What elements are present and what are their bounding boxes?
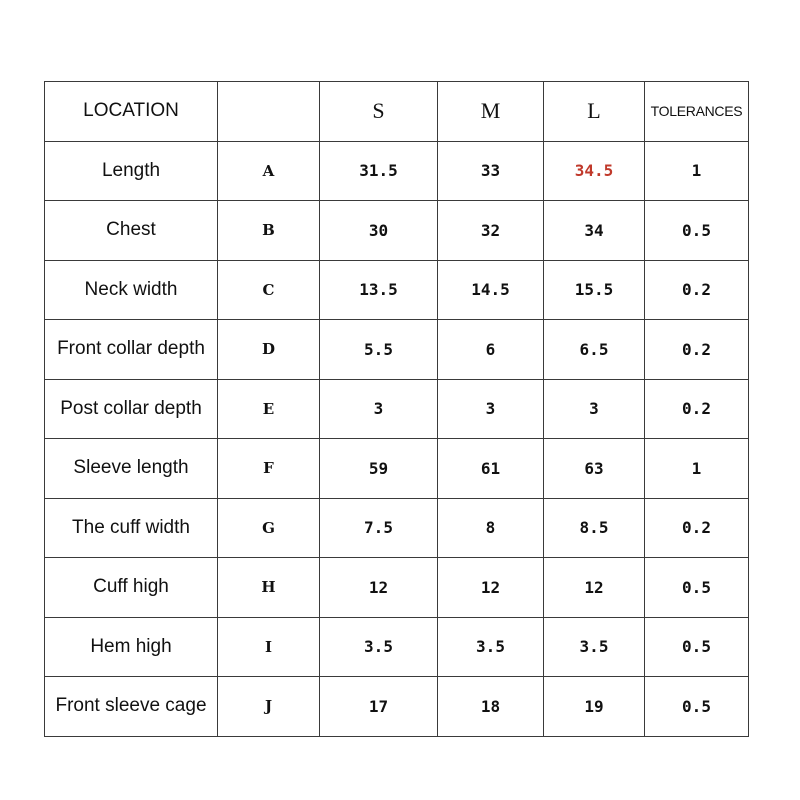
value-tolerance: 0.5 — [645, 558, 749, 618]
value-tolerance: 0.5 — [645, 617, 749, 677]
location-code: H — [218, 558, 320, 618]
value-l: 8.5 — [544, 498, 645, 558]
table-row — [45, 379, 749, 439]
location-code: I — [218, 617, 320, 677]
location-code: C — [218, 260, 320, 320]
value-s: 3 — [320, 379, 438, 439]
value-m: 61 — [438, 439, 544, 499]
value-m: 14.5 — [438, 260, 544, 320]
table-row — [45, 141, 749, 201]
value-m: 3.5 — [438, 617, 544, 677]
value-l: 3 — [544, 379, 645, 439]
location-code: B — [218, 201, 320, 261]
location-label: Post collar depth — [45, 379, 218, 439]
location-label: Hem high — [45, 617, 218, 677]
header-tolerances: TOLERANCES — [645, 82, 749, 142]
value-m: 33 — [438, 141, 544, 201]
value-m: 18 — [438, 677, 544, 737]
location-label: Front sleeve cage — [45, 677, 218, 737]
value-m: 6 — [438, 320, 544, 380]
header-size-s: S — [320, 82, 438, 142]
location-label: Sleeve length — [45, 439, 218, 499]
table-row — [45, 320, 749, 380]
value-m: 12 — [438, 558, 544, 618]
location-label: Cuff high — [45, 558, 218, 618]
value-tolerance: 0.5 — [645, 677, 749, 737]
value-s: 59 — [320, 439, 438, 499]
table-row — [45, 677, 749, 737]
value-s: 17 — [320, 677, 438, 737]
location-label: Length — [45, 141, 218, 201]
header-location: LOCATION — [45, 82, 218, 142]
value-s: 30 — [320, 201, 438, 261]
header-size-l: L — [544, 82, 645, 142]
location-label: Front collar depth — [45, 320, 218, 380]
value-tolerance: 1 — [645, 439, 749, 499]
value-tolerance: 0.2 — [645, 320, 749, 380]
value-l: 6.5 — [544, 320, 645, 380]
value-m: 8 — [438, 498, 544, 558]
location-code: A — [218, 141, 320, 201]
value-s: 12 — [320, 558, 438, 618]
value-s: 31.5 — [320, 141, 438, 201]
location-label: The cuff width — [45, 498, 218, 558]
location-code: G — [218, 498, 320, 558]
value-s: 5.5 — [320, 320, 438, 380]
header-code — [218, 82, 320, 142]
value-s: 7.5 — [320, 498, 438, 558]
table-row — [45, 260, 749, 320]
location-label: Chest — [45, 201, 218, 261]
value-tolerance: 0.2 — [645, 260, 749, 320]
value-tolerance: 0.2 — [645, 379, 749, 439]
location-code: D — [218, 320, 320, 380]
value-l: 63 — [544, 439, 645, 499]
value-s: 3.5 — [320, 617, 438, 677]
value-tolerance: 0.5 — [645, 201, 749, 261]
location-code: F — [218, 439, 320, 499]
size-chart-table — [44, 81, 749, 737]
table-row — [45, 201, 749, 261]
table-row — [45, 439, 749, 499]
table-row — [45, 498, 749, 558]
value-tolerance: 0.2 — [645, 498, 749, 558]
table-row — [45, 558, 749, 618]
value-l: 19 — [544, 677, 645, 737]
table-row — [45, 617, 749, 677]
value-s: 13.5 — [320, 260, 438, 320]
value-l: 12 — [544, 558, 645, 618]
location-code: E — [218, 379, 320, 439]
header-size-m: M — [438, 82, 544, 142]
value-l: 15.5 — [544, 260, 645, 320]
value-l: 34.5 — [544, 141, 645, 201]
value-l: 3.5 — [544, 617, 645, 677]
header-row — [45, 82, 749, 142]
value-m: 3 — [438, 379, 544, 439]
location-label: Neck width — [45, 260, 218, 320]
value-m: 32 — [438, 201, 544, 261]
location-code: J — [218, 677, 320, 737]
value-l: 34 — [544, 201, 645, 261]
value-tolerance: 1 — [645, 141, 749, 201]
